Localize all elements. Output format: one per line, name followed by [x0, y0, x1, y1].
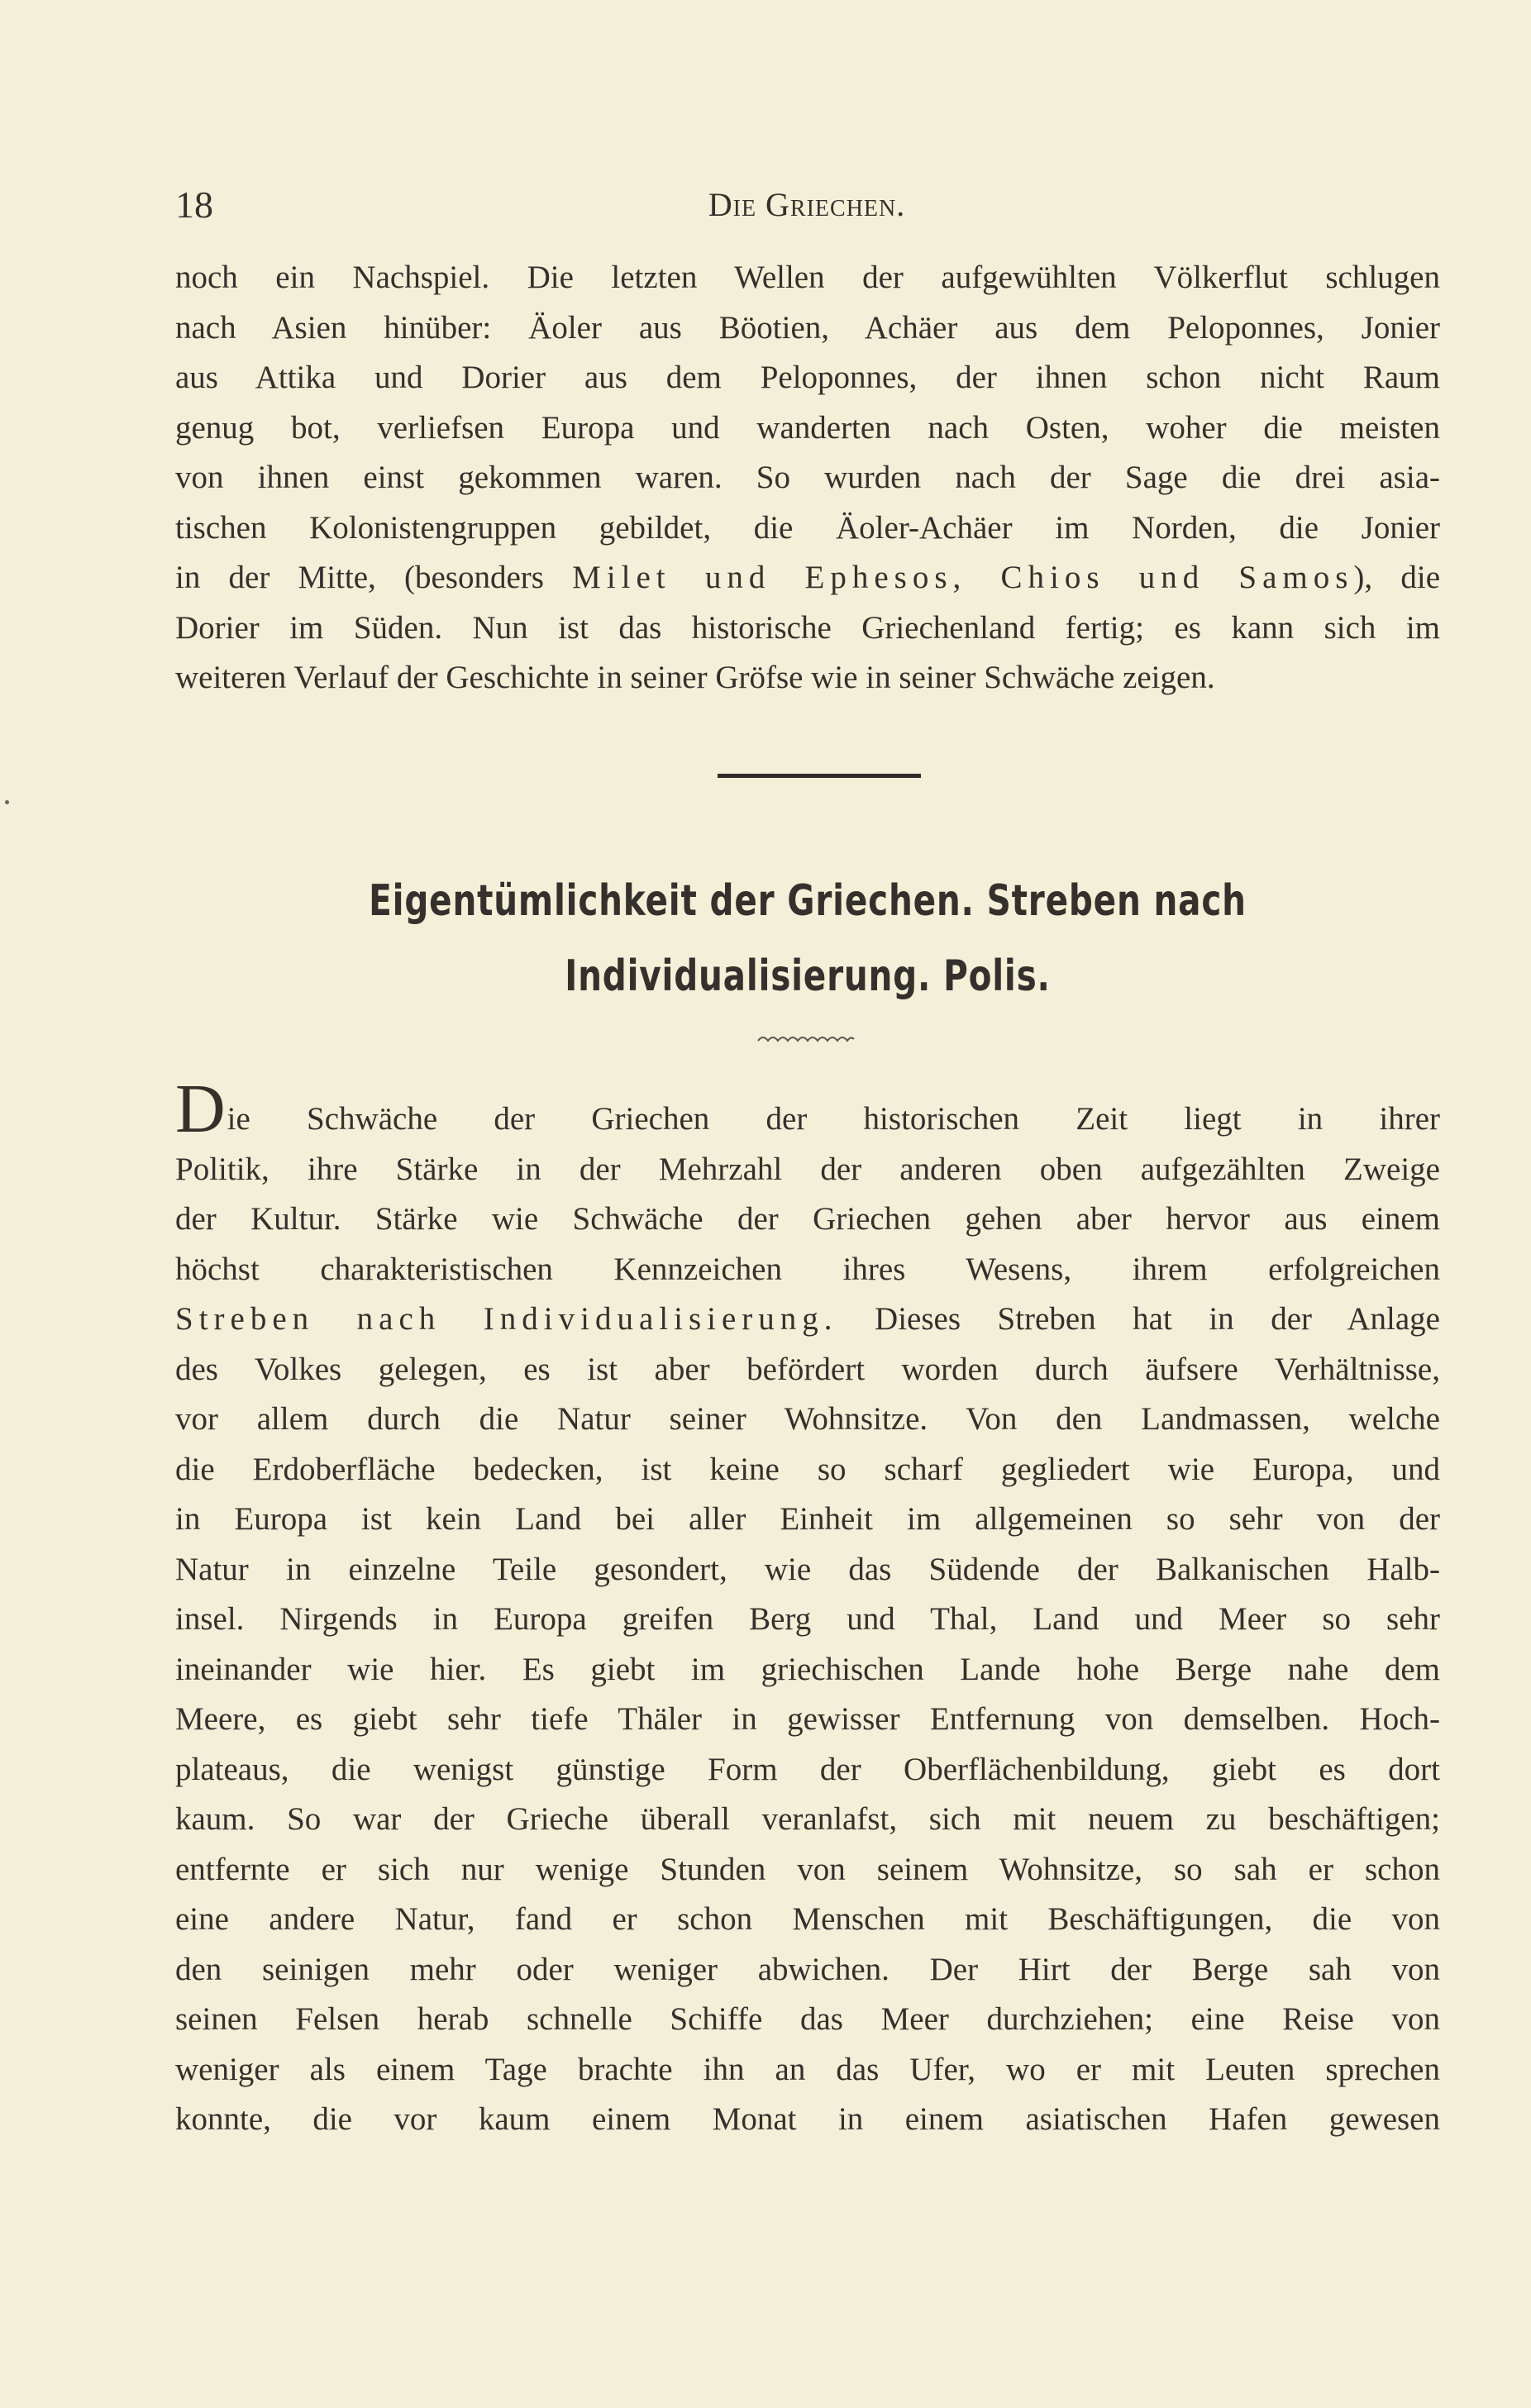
- text-line: entfernte er sich nur wenige Stunden von seinem Wohnsitze, so sah er schon: [175, 1851, 1440, 1887]
- text-line: [175, 553, 1440, 603]
- text-line: Politik, ihre Stärke in der Mehrzahl der anderen oben aufgezählten Zweige: [175, 1151, 1440, 1187]
- text-line: den seinigen mehr oder weniger abwichen. Der Hirt der Berge sah von: [175, 1951, 1440, 1987]
- text-line: eine andere Natur, fand er schon Menschen mit Beschäftigungen, die von: [175, 1901, 1440, 1937]
- text-run: Dieses Streben hat in der Anlage: [837, 1301, 1440, 1337]
- text-line: nach Asien hinüber: Äoler aus Böotien, Achäer aus dem Peloponnes, Jonier: [175, 309, 1440, 346]
- paragraph-main: [175, 1070, 1440, 2145]
- text-line: [175, 1295, 1440, 1345]
- text-line: ineinander wie hier. Es giebt im griechischen Lande hohe Berge nahe dem: [175, 1651, 1440, 1687]
- text-line: tischen Kolonistengruppen gebildet, die Äoler-Achäer im Norden, die Jonier: [175, 509, 1440, 546]
- running-head: [175, 180, 1438, 230]
- text-line: konnte, die vor kaum einem Monat in einem asiatischen Hafen gewesen: [175, 2101, 1440, 2137]
- text-run: in der Mitte, (besonders: [175, 560, 573, 595]
- section-heading-line-2: Individualisierung. Polis.: [565, 951, 1051, 1001]
- text-line: die Erdoberfläche bedecken, ist keine so scharf gegliedert wie Europa, und: [175, 1451, 1440, 1487]
- text-line: höchst charakteristischen Kennzeichen ihres Wesens, ihrem erfolgreichen: [175, 1251, 1440, 1287]
- paragraph-continuation: [175, 253, 1440, 703]
- text-line: weiteren Verlauf der Geschichte in seiner Gröfse wie in seiner Schwäche zeigen.: [175, 660, 1215, 695]
- page-number: 18: [175, 184, 213, 226]
- text-line: in Europa ist kein Land bei aller Einheit im allgemeinen so sehr von der: [175, 1501, 1440, 1537]
- text-line: der Kultur. Stärke wie Schwäche der Griechen gehen aber hervor aus einem: [175, 1201, 1440, 1237]
- section-divider-rule: [718, 774, 921, 778]
- text-line: aus Attika und Dorier aus dem Peloponnes, der ihnen schon nicht Raum: [175, 360, 1440, 395]
- text-line: weniger als einem Tage brachte ihn an das Ufer, wo er mit Leuten sprechen: [175, 2051, 1440, 2087]
- text-line: vor allem durch die Natur seiner Wohnsitze. Von den Landmassen, welche: [175, 1401, 1440, 1437]
- text-line: [175, 1070, 1440, 1147]
- spaced-emphasis: Streben nach Individualisierung.: [175, 1301, 838, 1337]
- text-line: von ihnen einst gekommen waren. So wurden nach der Sage die drei asia-: [175, 460, 1440, 495]
- running-title: Die Griechen.: [708, 186, 906, 223]
- text-line: genug bot, verliefsen Europa und wanderten nach Osten, woher die meisten: [175, 409, 1440, 446]
- text-run: ), die: [1353, 560, 1441, 595]
- text-line: insel. Nirgends in Europa greifen Berg und Thal, Land und Meer so sehr: [175, 1601, 1440, 1637]
- text-line: kaum. So war der Grieche überall veranlafst, sich mit neuem zu beschäftigen;: [175, 1801, 1440, 1837]
- text-line: des Volkes gelegen, es ist aber befördert worden durch äufsere Verhältnisse,: [175, 1351, 1440, 1387]
- spaced-emphasis: Milet und Ephesos, Chios und Samos: [572, 560, 1354, 595]
- text-line: Meere, es giebt sehr tiefe Thäler in gewisser Entfernung von demselben. Hoch-: [175, 1701, 1440, 1737]
- text-line: plateaus, die wenigst günstige Form der Oberflächenbildung, giebt es dort: [175, 1751, 1440, 1787]
- print-speck: [5, 800, 9, 804]
- text-line: Dorier im Süden. Nun ist das historische Griechenland fertig; es kann sich im: [175, 609, 1440, 646]
- section-heading-line-1: Eigentümlichkeit der Griechen. Streben nach: [369, 876, 1247, 926]
- drop-cap: D: [175, 1070, 226, 1147]
- wavy-ornament: [756, 1032, 856, 1045]
- text-line: noch ein Nachspiel. Die letzten Wellen der aufgewühlten Völkerflut schlugen: [175, 260, 1440, 295]
- text-run: ie Schwäche der Griechen der historischen Zeit liegt in ihrer: [227, 1101, 1440, 1137]
- text-line: Natur in einzelne Teile gesondert, wie das Südende der Balkanischen Halb-: [175, 1551, 1440, 1587]
- text-line: seinen Felsen herab schnelle Schiffe das Meer durchziehen; eine Reise von: [175, 2001, 1440, 2037]
